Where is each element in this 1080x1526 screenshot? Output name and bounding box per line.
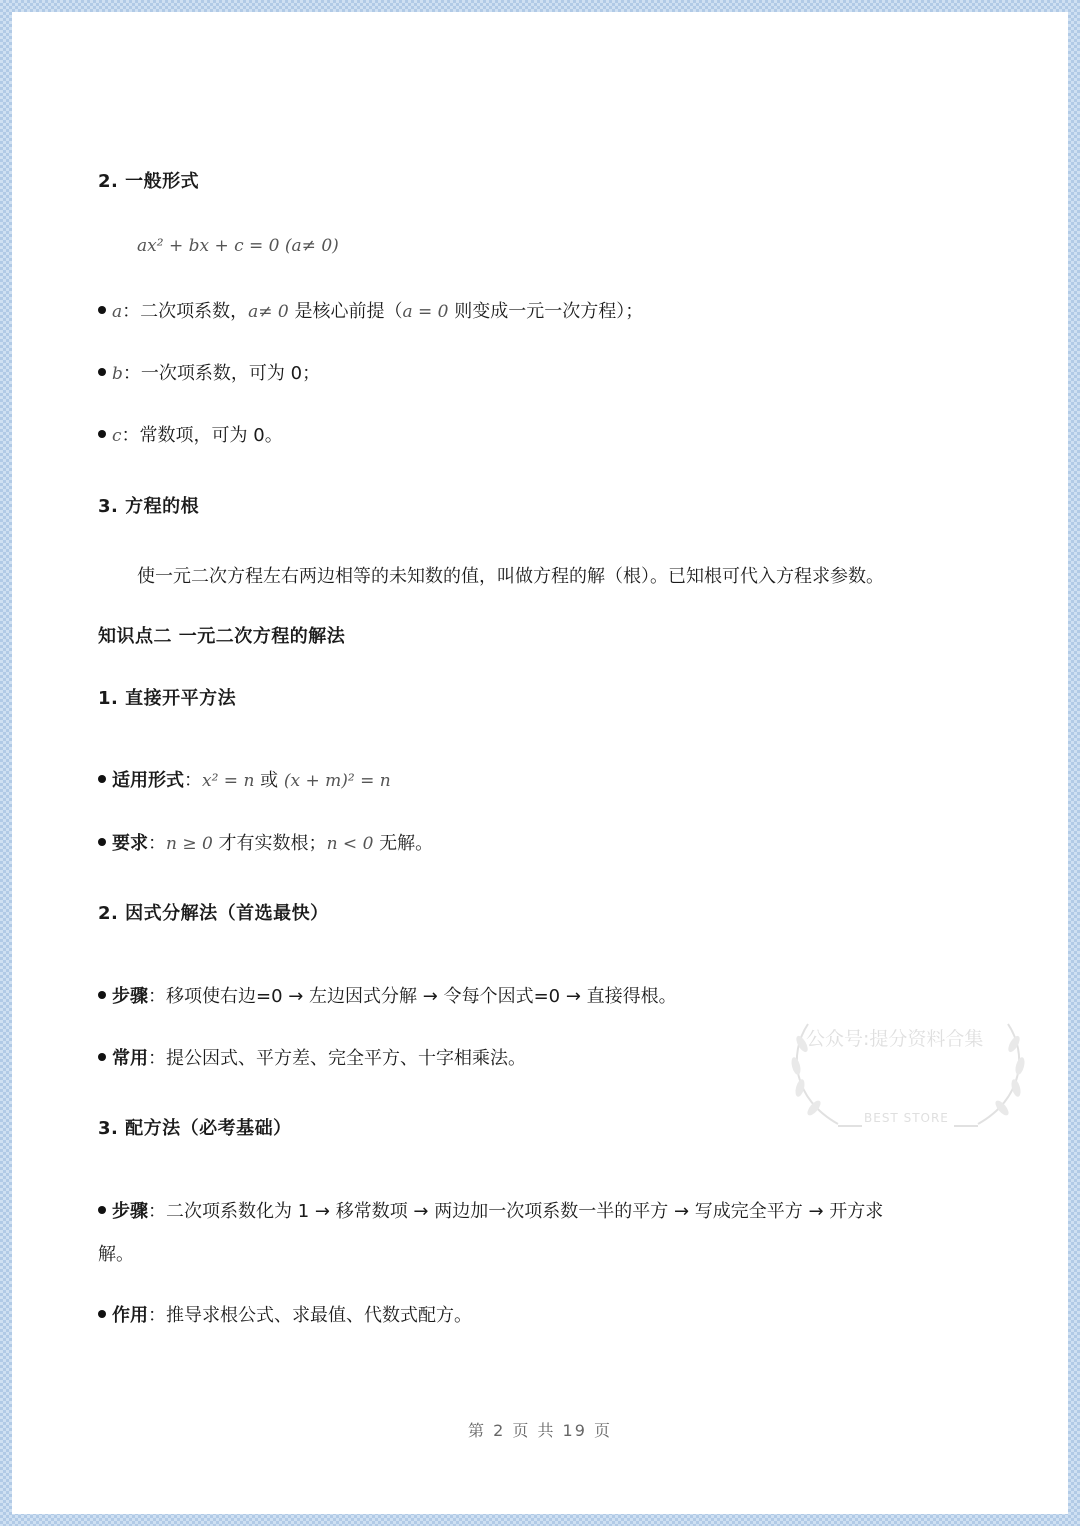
general-form-formula: ax² + bx + c = 0 (a≠ 0)	[137, 236, 339, 256]
list-item-completing-steps-continued: 解。	[98, 1244, 134, 1265]
watermark-text: 公众号:提分资料合集	[806, 1028, 984, 1050]
page-footer: 第 2 页 共 19 页	[468, 1421, 612, 1440]
list-item-completing-steps	[98, 1197, 883, 1223]
list-item-applicable-form	[98, 766, 391, 792]
item-label: 步骤	[112, 1201, 148, 1222]
text: 移项使右边=0 → 左边因式分解 → 令每个因式=0 → 直接得根。	[166, 986, 677, 1007]
math-expr: n ≥ 0	[166, 834, 213, 854]
list-item-b	[98, 359, 320, 385]
colon: ：	[121, 425, 140, 446]
text: 常数项，可为 0。	[139, 425, 283, 446]
math-expr: a≠ 0	[248, 302, 289, 322]
text: 则变成一元一次方程）；	[448, 301, 644, 322]
list-item-completing-use	[98, 1301, 472, 1327]
colon: ：	[184, 770, 202, 791]
symbol-a: a	[112, 302, 123, 322]
symbol-b: b	[112, 364, 123, 384]
colon: ：	[148, 1201, 166, 1222]
text: 是核心前提（	[288, 301, 403, 322]
text: 或	[254, 770, 284, 791]
colon: ：	[148, 1305, 166, 1326]
watermark-subtext: BEST STORE	[864, 1111, 949, 1125]
colon: ：	[148, 833, 166, 854]
text: 才有实数根；	[212, 833, 327, 854]
section-title-knowledge-2: 知识点二 一元二次方程的解法	[98, 626, 346, 647]
symbol-c: c	[112, 426, 122, 446]
bullet-icon	[98, 368, 106, 376]
list-item-a	[98, 297, 643, 323]
section-title-roots: 3. 方程的根	[98, 496, 200, 517]
document-page	[12, 12, 1068, 1514]
list-item-c	[98, 421, 283, 447]
text: 二次项系数化为 1 → 移常数项 → 两边加一次项系数一半的平方 → 写成完全平方 → 开方求	[166, 1201, 884, 1222]
colon: ：	[122, 301, 141, 322]
item-label: 作用	[112, 1305, 148, 1326]
bullet-icon	[98, 306, 106, 314]
text: 无解。	[373, 833, 434, 854]
watermark	[778, 1014, 1038, 1138]
colon: ：	[148, 986, 166, 1007]
item-label: 适用形式	[112, 770, 184, 791]
section-title-general-form: 2. 一般形式	[98, 171, 200, 192]
text: 二次项系数，	[140, 301, 249, 322]
item-label: 要求	[112, 833, 148, 854]
section-title-completing-square: 3. 配方法（必考基础）	[98, 1118, 292, 1139]
math-expr: (x + m)² = n	[283, 771, 391, 791]
item-label: 步骤	[112, 986, 148, 1007]
text: 推导求根公式、求最值、代数式配方。	[166, 1305, 472, 1326]
bullet-icon	[98, 430, 106, 438]
text: 一次项系数，可为 0；	[140, 363, 321, 384]
math-expr: x² = n	[202, 771, 255, 791]
bullet-icon	[98, 775, 106, 783]
math-expr: n < 0	[326, 834, 374, 854]
text: 提公因式、平方差、完全平方、十字相乘法。	[166, 1048, 526, 1069]
section-title-factoring: 2. 因式分解法（首选最快）	[98, 903, 329, 924]
colon: ：	[122, 363, 141, 384]
bullet-icon	[98, 838, 106, 846]
colon: ：	[148, 1048, 166, 1069]
math-expr: a = 0	[402, 302, 449, 322]
list-item-factoring-common	[98, 1044, 526, 1070]
bullet-icon	[98, 1053, 106, 1061]
item-label: 常用	[112, 1048, 148, 1069]
list-item-factoring-steps	[98, 982, 677, 1008]
bullet-icon	[98, 1310, 106, 1318]
section-title-direct-sqrt: 1. 直接开平方法	[98, 688, 237, 709]
bullet-icon	[98, 1206, 106, 1214]
list-item-requirement	[98, 829, 433, 855]
roots-paragraph: 使一元二次方程左右两边相等的未知数的值，叫做方程的解（根）。已知根可代入方程求参数。	[137, 566, 884, 587]
bullet-icon	[98, 991, 106, 999]
